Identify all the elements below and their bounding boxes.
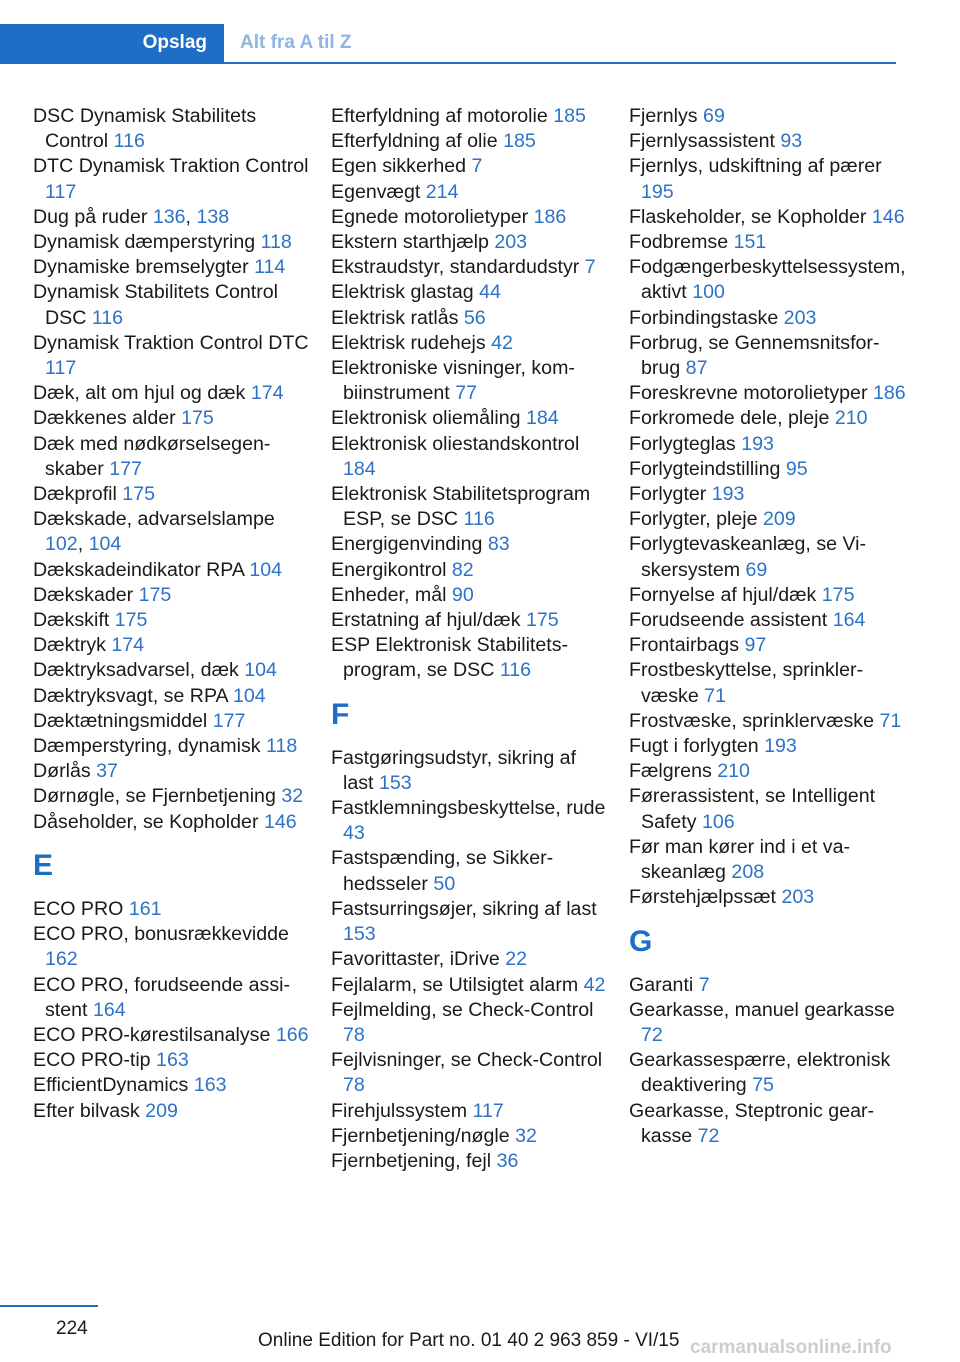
page-link[interactable]: 69 [703, 105, 725, 127]
index-entry-term: Dækskadeindikator RPA [33, 558, 244, 581]
index-entry-term: Egenvægt [331, 180, 421, 203]
page-link[interactable]: 71 [879, 709, 902, 732]
index-entry [33, 633, 313, 658]
index-entry [629, 331, 909, 381]
index-entry [331, 846, 611, 896]
index-entry-term: Dæktryk [33, 634, 106, 657]
index-entry [331, 331, 611, 356]
page-link[interactable]: 163 [156, 1049, 189, 1072]
index-entry [331, 1124, 611, 1149]
index-entry-term: Favorittaster, iDrive [331, 948, 500, 971]
index-entry [629, 709, 909, 734]
index-entry-term: Elektrisk glastag [331, 281, 474, 304]
page-link[interactable]: 116 [91, 306, 124, 329]
page-separator: , [77, 533, 84, 556]
index-entry-term: Energikontrol [331, 558, 447, 581]
page-link[interactable]: 210 [717, 760, 750, 783]
page-link[interactable]: 209 [145, 1099, 178, 1122]
index-entry-term: Frostvæske, sprinklervæske [629, 709, 874, 732]
page-link[interactable]: 44 [479, 281, 501, 304]
index-entry [33, 583, 313, 608]
watermark: carmanualsonline.info [690, 1337, 892, 1358]
index-entry-term: Elektronisk Stabilitetsprogram ESP, se DSC [331, 483, 591, 531]
index-entry [629, 784, 909, 834]
page-link[interactable]: 78 [343, 1074, 365, 1097]
index-entry-term: Dug på ruder [33, 205, 148, 228]
index-entry-term: Dæktætningsmiddel [33, 709, 208, 732]
index-entry [33, 205, 313, 230]
index-entry [331, 180, 611, 205]
page-link[interactable]: 87 [685, 357, 708, 380]
index-entry-term: EfficientDynamics [33, 1074, 189, 1097]
index-entry-term: ESP Elektronisk Stabilitetsprogram, se DSC [331, 634, 569, 682]
page-link[interactable]: 114 [254, 256, 286, 279]
page-link[interactable]: 116 [499, 659, 532, 682]
index-entry-term: Dæktryksvagt, se RPA [33, 684, 228, 707]
index-entry-term: Forlygteglas [629, 432, 736, 455]
page-link[interactable]: 151 [733, 231, 767, 254]
page-number: 224 [56, 1318, 88, 1339]
index-entry-term: Frontairbags [629, 634, 739, 657]
index-entry-term: Dørnøgle, se Fjernbetjening [33, 785, 276, 808]
index-entry-term: Elektronisk oliestandskontrol [331, 432, 580, 455]
index-entry [331, 205, 611, 230]
page-link[interactable]: 203 [494, 231, 528, 254]
page-link[interactable]: 203 [783, 306, 817, 329]
index-entry [331, 633, 611, 683]
page-link[interactable]: 186 [872, 382, 906, 405]
page-link[interactable]: 7 [471, 155, 483, 178]
header-tabbar [0, 24, 896, 64]
index-entry-term: Fjernlysassistent [629, 130, 775, 153]
index-letter-heading: F [331, 697, 350, 731]
index-entry-term: Dynamisk Traktion Control DTC [33, 331, 309, 354]
page-link[interactable]: 175 [181, 407, 214, 430]
page-link[interactable]: 209 [762, 508, 796, 531]
index-entry [33, 608, 313, 633]
index-entry [629, 255, 909, 305]
index-entry [33, 897, 313, 922]
index-entry [33, 658, 313, 683]
index-entry-term: Fastgøringsudstyr, sikring af last [331, 746, 577, 794]
index-entry [629, 306, 909, 331]
index-entry-term: Egnede motorolietyper [331, 205, 529, 228]
page-link[interactable]: 72 [697, 1124, 720, 1147]
index-entry [629, 482, 909, 507]
index-entry-term: Efterfyldning af olie [331, 130, 498, 153]
index-entry-term: Dæmperstyring, dynamisk [33, 735, 261, 758]
page-link[interactable]: 175 [114, 609, 148, 632]
page-link[interactable]: 93 [780, 130, 803, 153]
index-entry [33, 280, 313, 330]
index-entry-term: Dæk med nødkørselsegenskaber [33, 432, 271, 480]
index-entry [331, 897, 611, 947]
index-column-1 [33, 104, 313, 1124]
page-link[interactable]: 185 [553, 105, 586, 127]
index-entry-term: Fodgængerbeskyttelsessystem, aktivt [629, 256, 906, 304]
index-entry [33, 406, 313, 431]
index-entry [629, 1048, 909, 1098]
page-link[interactable]: 75 [752, 1074, 774, 1097]
index-entry-term: Frostbeskyttelse, sprinklervæske [629, 659, 864, 707]
index-entry [331, 608, 611, 633]
index-entry [629, 129, 909, 154]
index-entry [331, 1099, 611, 1124]
index-entry [33, 1048, 313, 1073]
index-entry [33, 1099, 313, 1124]
page-link[interactable]: 7 [698, 973, 710, 996]
page-link[interactable]: 78 [343, 1023, 365, 1046]
index-entry-term: Efterfyldning af motorolie [331, 105, 548, 127]
page-link[interactable]: 82 [451, 558, 474, 581]
edition-text: Online Edition for Part no. 01 40 2 963 859 - VI/15 [258, 1330, 680, 1351]
page-link[interactable]: 138 [196, 205, 230, 228]
index-entry-term: Fastklemningsbeskyttelse, rude [331, 797, 606, 820]
index-entry [331, 306, 611, 331]
index-entry-term: Dækskader [33, 583, 134, 606]
page-link[interactable]: 174 [250, 382, 284, 405]
page-link[interactable]: 104 [88, 533, 122, 556]
index-entry [33, 154, 313, 204]
index-entry [331, 104, 611, 129]
index-entry-term: Fejlmelding, se Check-Control [331, 998, 594, 1021]
page-link[interactable]: 146 [871, 205, 905, 228]
page-link[interactable]: 77 [455, 382, 477, 405]
page-link[interactable]: 50 [433, 872, 456, 895]
index-entry [629, 885, 909, 910]
index-entry-term: Ekstern starthjælp [331, 231, 489, 254]
page-link[interactable]: 184 [525, 407, 559, 430]
page-link[interactable]: 214 [425, 180, 459, 203]
footer-rule [0, 1305, 98, 1307]
page-link[interactable]: 118 [266, 735, 298, 758]
tab-opslag[interactable]: Opslag [0, 24, 224, 62]
index-entry [331, 796, 611, 846]
index-entry [629, 230, 909, 255]
index-entry [33, 230, 313, 255]
index-entry-term: Førerassistent, se Intelligent Safety [629, 785, 876, 833]
index-entry [331, 998, 611, 1048]
index-entry [629, 1099, 909, 1149]
page-link[interactable]: 42 [491, 331, 513, 354]
index-entry-term: Ekstraudstyr, standardudstyr [331, 256, 580, 279]
index-entry-term: Fejlvisninger, se Check-Control [331, 1049, 603, 1072]
page-link[interactable]: 32 [281, 785, 304, 808]
page-link[interactable]: 146 [263, 810, 297, 833]
page-link[interactable]: 193 [741, 432, 774, 455]
page-link[interactable]: 164 [92, 998, 126, 1021]
index-entry [629, 583, 909, 608]
page-link[interactable]: 210 [834, 407, 868, 430]
index-entry [629, 406, 909, 431]
index-entry [629, 532, 909, 582]
page-link[interactable]: 175 [138, 583, 172, 606]
index-entry [331, 432, 611, 482]
index-entry [33, 482, 313, 507]
index-entry [33, 1073, 313, 1098]
page-link[interactable]: 164 [832, 609, 866, 632]
page-link[interactable]: 102 [45, 533, 78, 556]
index-entry [629, 973, 909, 998]
page-link[interactable]: 175 [821, 583, 855, 606]
index-entry-term: Elektrisk ratlås [331, 306, 459, 329]
index-entry [33, 104, 313, 154]
index-entry-term: Dæk, alt om hjul og dæk [33, 382, 246, 405]
index-entry-term: Dækkenes alder [33, 407, 176, 430]
index-entry-term: Garanti [629, 973, 694, 996]
page-link[interactable]: 116 [463, 508, 495, 531]
page-link[interactable]: 106 [702, 810, 735, 833]
page-link[interactable]: 184 [343, 457, 376, 480]
index-entry [331, 356, 611, 406]
index-entry-term: Dynamiske bremselygter [33, 256, 249, 279]
page-link[interactable]: 153 [343, 923, 376, 946]
index-entry [33, 709, 313, 734]
page-link[interactable]: 22 [505, 948, 528, 971]
index-entry-term: Firehjulssystem [331, 1099, 468, 1122]
index-entry [331, 482, 611, 532]
index-entry-term: Dynamisk dæmperstyring [33, 231, 256, 254]
page-link[interactable]: 37 [96, 760, 118, 783]
index-entry [33, 759, 313, 784]
page-link[interactable]: 195 [641, 180, 674, 203]
index-entry [33, 558, 313, 583]
index-entry [629, 381, 909, 406]
index-entry-term: Foreskrevne motorolietyper [629, 382, 868, 405]
index-entry-term: Elektroniske visninger, kombiinstrument [331, 357, 575, 405]
index-entry-term: Forlygter, pleje [629, 508, 758, 531]
index-entry-term: DSC Dynamisk Stabilitets Control [33, 105, 257, 153]
page-link[interactable]: 7 [584, 256, 596, 279]
index-entry-term: Dørlås [33, 760, 91, 783]
index-entry [33, 810, 313, 835]
page-link[interactable]: 83 [487, 533, 510, 556]
index-entry-term: Elektronisk oliemåling [331, 407, 521, 430]
index-entry-term: Fugt i forlygten [629, 735, 759, 758]
index-entry [331, 947, 611, 972]
index-entry-term: Forlygter [629, 483, 707, 506]
page-link[interactable]: 161 [128, 897, 162, 920]
index-column-2 [331, 104, 611, 1174]
page-link[interactable]: 42 [583, 973, 606, 996]
page-link[interactable]: 116 [113, 130, 145, 153]
page-link[interactable]: 166 [275, 1023, 309, 1046]
index-entry [629, 507, 909, 532]
page-link[interactable]: 117 [472, 1099, 504, 1122]
index-entry [33, 255, 313, 280]
index-entry-term: Fastsurringsøjer, sikring af last [331, 897, 597, 920]
page-link[interactable]: 69 [745, 558, 768, 581]
index-letter-heading: E [33, 848, 54, 882]
index-entry-term: Enheder, mål [331, 583, 447, 606]
page-link[interactable]: 163 [193, 1074, 227, 1097]
index-entry-term: Forudseende assistent [629, 609, 828, 632]
index-entry-term: Gearkasse, Steptronic gearkasse [629, 1099, 875, 1147]
index-entry-term: Forlygteindstilling [629, 457, 781, 480]
index-entry-term: ECO PRO, bonusrækkevidde [33, 923, 289, 946]
index-entry [629, 658, 909, 708]
index-entry [629, 759, 909, 784]
index-entry [629, 205, 909, 230]
index-entry-term: Energigenvinding [331, 533, 483, 556]
page-link[interactable]: 118 [260, 231, 292, 254]
index-entry [331, 1149, 611, 1174]
index-entry [629, 154, 909, 204]
index-entry-term: Fejlalarm, se Utilsigtet alarm [331, 973, 579, 996]
page-link[interactable]: 175 [525, 609, 559, 632]
index-entry [331, 746, 611, 796]
page-link[interactable]: 95 [785, 457, 808, 480]
index-entry-term: ECO PRO [33, 897, 124, 920]
index-entry [33, 973, 313, 1023]
page-link[interactable]: 153 [378, 771, 412, 794]
index-entry-term: ECO PRO-kørestilsanalyse [33, 1023, 271, 1046]
index-entry-term: Fodbremse [629, 231, 729, 254]
index-entry [331, 154, 611, 179]
page-link[interactable]: 104 [233, 684, 266, 707]
index-entry-term: Dæktryksadvarsel, dæk [33, 659, 239, 682]
index-entry [629, 104, 909, 129]
index-entry-term: Forbindingstaske [629, 306, 779, 329]
page-link[interactable]: 90 [451, 583, 474, 606]
index-entry [33, 784, 313, 809]
index-entry [331, 532, 611, 557]
index-entry-term: Dækskade, advarselslampe [33, 508, 275, 531]
index-entry-term: Elektrisk rudehejs [331, 331, 486, 354]
index-entry-term: Dækprofil [33, 483, 117, 506]
page-link[interactable]: 117 [45, 180, 77, 203]
page-link[interactable]: 104 [249, 558, 283, 581]
index-entry [331, 406, 611, 431]
page-link[interactable]: 136 [152, 205, 186, 228]
index-entry [331, 230, 611, 255]
index-column-3 [629, 104, 909, 1149]
index-entry-term: Fjernlys, udskiftning af pærer [629, 155, 882, 178]
index-entry-term: Førstehjælpssæt [629, 886, 776, 909]
page-separator: , [185, 205, 191, 228]
index-entry [331, 255, 611, 280]
index-entry-term: Fjernlys [629, 105, 698, 127]
index-entry-term: Erstatning af hjul/dæk [331, 609, 521, 632]
page-link[interactable]: 174 [111, 634, 145, 657]
index-entry-term: DTC Dynamisk Traktion Control [33, 155, 309, 178]
page-link[interactable]: 104 [244, 659, 277, 682]
index-entry-term: Forlygtevaskeanlæg, se Viskersystem [629, 533, 867, 581]
page-link[interactable]: 185 [503, 130, 536, 153]
index-entry-term: Efter bilvask [33, 1099, 140, 1122]
page-link[interactable]: 162 [45, 948, 78, 971]
index-entry [629, 835, 909, 885]
page-link[interactable]: 208 [731, 861, 765, 884]
index-entry [629, 608, 909, 633]
index-entry [33, 684, 313, 709]
page-link[interactable]: 43 [343, 822, 365, 845]
index-entry [33, 922, 313, 972]
page-link[interactable]: 175 [122, 483, 155, 506]
index-entry [33, 331, 313, 381]
index-entry-term: ECO PRO, forudseende assistent [33, 973, 291, 1021]
index-entry-term: Fælgrens [629, 760, 712, 783]
page-link[interactable]: 193 [764, 735, 797, 758]
index-entry-term: Fastspænding, se Sikkerhedsseler [331, 847, 554, 895]
index-entry [629, 734, 909, 759]
index-entry [629, 998, 909, 1048]
index-entry-term: Forkromede dele, pleje [629, 407, 830, 430]
page-link[interactable]: 56 [463, 306, 486, 329]
index-entry-term: Egen sikkerhed [331, 155, 467, 178]
index-entry-term: Dækskift [33, 609, 110, 632]
index-entry-term: Dåseholder, se Kopholder [33, 810, 259, 833]
index-entry [33, 734, 313, 759]
page-link[interactable]: 203 [781, 886, 815, 909]
page-link[interactable]: 72 [641, 1023, 663, 1046]
page-link[interactable]: 97 [744, 634, 767, 657]
index-entry-term: Fjernbetjening, fejl [331, 1149, 492, 1172]
index-entry-term: Før man kører ind i et vaskeanlæg [629, 835, 851, 884]
index-entry [629, 432, 909, 457]
page-link[interactable]: 71 [704, 684, 726, 707]
tab-alt-fra-a-til-z[interactable]: Alt fra A til Z [240, 32, 352, 53]
index-entry-term: Fornyelse af hjul/dæk [629, 583, 817, 606]
index-entry-term: ECO PRO-tip [33, 1049, 151, 1072]
page-link[interactable]: 32 [515, 1124, 537, 1147]
index-letter-heading: G [629, 924, 653, 958]
index-entry [331, 583, 611, 608]
index-entry [33, 381, 313, 406]
page-link[interactable]: 177 [109, 457, 142, 480]
index-entry-term: Flaskeholder, se Kopholder [629, 205, 867, 228]
index-entry [331, 280, 611, 305]
page-link[interactable]: 36 [496, 1149, 519, 1172]
index-entry-term: Fjernbetjening/nøgle [331, 1124, 510, 1147]
index-entry [331, 558, 611, 583]
index-entry-term: Dynamisk Stabilitets Control DSC [33, 281, 279, 329]
index-entry-term: Forbrug, se Gennemsnitsforbrug [629, 331, 880, 380]
page-link[interactable]: 117 [45, 357, 77, 380]
index-entry [33, 507, 313, 557]
index-entry [629, 633, 909, 658]
index-entry-term: Gearkassespærre, elektronisk deaktivering [629, 1049, 891, 1097]
index-entry [331, 1048, 611, 1098]
index-entry [629, 457, 909, 482]
index-entry [33, 1023, 313, 1048]
page-link[interactable]: 193 [711, 483, 745, 506]
index-entry [33, 432, 313, 482]
page-link[interactable]: 186 [533, 205, 567, 228]
index-entry [331, 973, 611, 998]
index-entry [331, 129, 611, 154]
page-link[interactable]: 100 [692, 281, 725, 304]
index-entry-term: Gearkasse, manuel gearkasse [629, 998, 895, 1021]
page-link[interactable]: 177 [212, 709, 246, 732]
